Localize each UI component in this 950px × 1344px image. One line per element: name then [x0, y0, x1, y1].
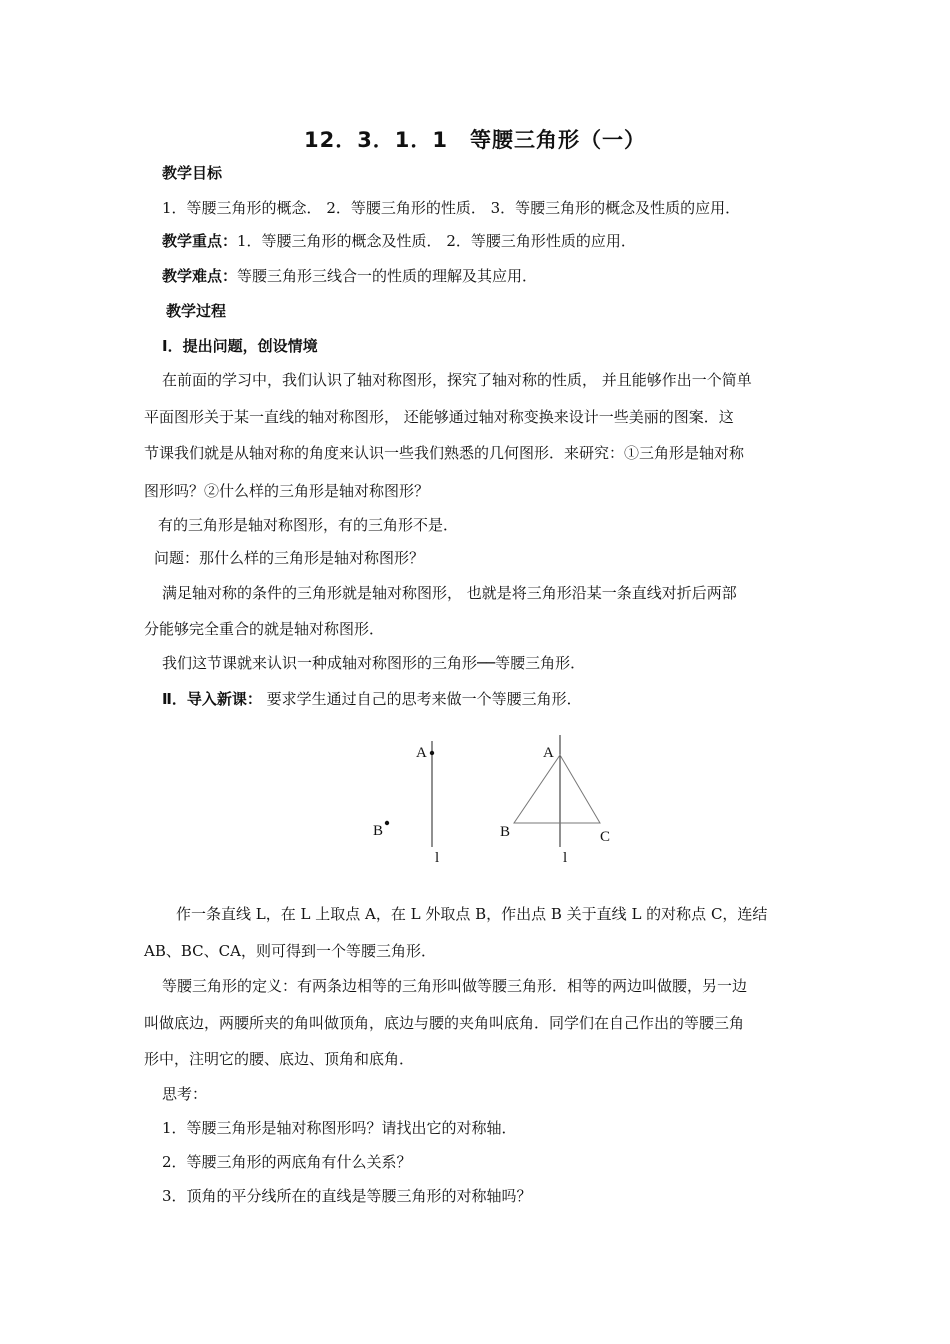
document-title: 12．3．1．1 等腰三角形（一） — [303, 128, 647, 152]
right-label-b: B — [500, 824, 511, 840]
process-heading: 教学过程 — [166, 302, 227, 320]
section1-para1-line2: 平面图形关于某一直线的轴对称图形， 还能够通过轴对称变换来设计一些美丽的图案．这 — [144, 408, 734, 426]
key-points-text: 1．等腰三角形的概念及性质． 2．等腰三角形性质的应用． — [237, 232, 636, 250]
key-points-label: 教学重点： — [162, 232, 238, 250]
left-label-a: A — [416, 745, 427, 761]
construction-line1: 作一条直线 L，在 L 上取点 A，在 L 外取点 B，作出点 B 关于直线 L 的对称点 C，连结 — [176, 905, 768, 923]
section1-para1-line1: 在前面的学习中，我们认识了轴对称图形，探究了轴对称的性质， 并且能够作出一个简单 — [162, 371, 752, 389]
section2 — [162, 688, 830, 710]
think-item-2: 2．等腰三角形的两底角有什么关系？ — [162, 1153, 412, 1171]
section1-para1-line4: 图形吗？②什么样的三角形是轴对称图形？ — [144, 482, 430, 500]
section1-heading: Ⅰ．提出问题，创设情境 — [162, 337, 318, 355]
section1-line3: 问题：那什么样的三角形是轴对称图形？ — [154, 549, 425, 567]
objectives-text: 1．等腰三角形的概念． 2．等腰三角形的性质． 3．等腰三角形的概念及性质的应用． — [162, 199, 741, 217]
right-label-c: C — [600, 829, 611, 845]
construction-line2: AB、BC、CA，则可得到一个等腰三角形． — [144, 942, 436, 960]
definition-line2: 叫做底边，两腰所夹的角叫做顶角，底边与腰的夹角叫底角．同学们在自己作出的等腰三角 — [144, 1014, 745, 1032]
section1-para4-line1: 满足轴对称的条件的三角形就是轴对称图形， 也就是将三角形沿某一条直线对折后两部 — [162, 584, 737, 602]
think-item-3: 3．顶角的平分线所在的直线是等腰三角形的对称轴吗？ — [162, 1187, 532, 1205]
left-label-b: B — [373, 823, 384, 839]
difficulties — [162, 265, 830, 287]
definition-line3: 形中，注明它的腰、底边、顶角和底角． — [144, 1050, 415, 1068]
triangle-abc — [514, 755, 600, 823]
section2-text: 要求学生通过自己的思考来做一个等腰三角形． — [261, 690, 582, 708]
think-item-1: 1．等腰三角形是轴对称图形吗？请找出它的对称轴． — [162, 1119, 517, 1137]
think-label: 思考： — [162, 1085, 208, 1103]
left-point-a — [430, 751, 434, 755]
difficulties-label: 教学难点： — [162, 267, 238, 285]
right-label-l: l — [563, 850, 568, 866]
left-point-b — [385, 821, 389, 825]
section2-label: Ⅱ．导入新课： — [162, 690, 262, 708]
key-points — [162, 230, 830, 252]
section1-line5: 我们这节课就来认识一种成轴对称图形的三角形──等腰三角形． — [162, 654, 586, 672]
objectives-heading: 教学目标 — [162, 164, 223, 182]
isosceles-construction-figure — [360, 735, 620, 870]
right-label-a: A — [543, 745, 554, 761]
left-label-l: l — [435, 850, 440, 866]
definition-line1: 等腰三角形的定义：有两条边相等的三角形叫做等腰三角形．相等的两边叫做腰，另一边 — [162, 977, 748, 995]
section1-para1-line3: 节课我们就是从轴对称的角度来认识一些我们熟悉的几何图形．来研究：①三角形是轴对称 — [144, 444, 745, 462]
section1-para4-line2: 分能够完全重合的就是轴对称图形． — [144, 620, 385, 638]
section1-line2: 有的三角形是轴对称图形，有的三角形不是． — [158, 516, 459, 534]
difficulties-text: 等腰三角形三线合一的性质的理解及其应用． — [237, 267, 538, 285]
